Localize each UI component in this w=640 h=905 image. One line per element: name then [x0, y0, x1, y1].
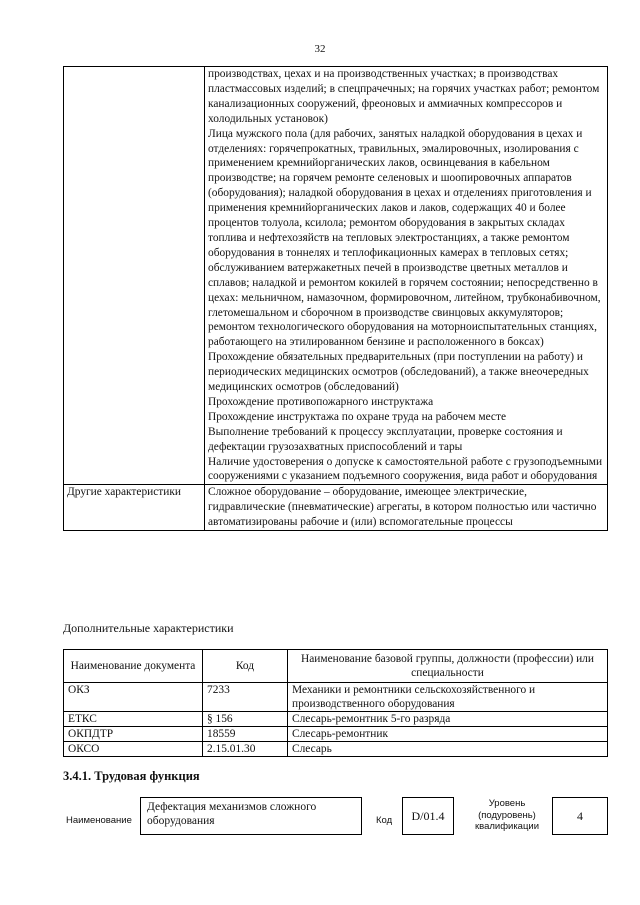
paragraph: Прохождение инструктажа по охране труда на рабочем месте: [208, 410, 507, 423]
table-header-row: [64, 650, 608, 683]
cell: Слесарь-ремонтник: [288, 727, 608, 742]
cell: 7233: [203, 683, 288, 712]
code-label: Код: [376, 815, 393, 826]
function-name-box: Дефектация механизмов сложного оборудования: [140, 797, 362, 835]
cell: ЕТКС: [64, 712, 203, 727]
cell: Слесарь: [288, 742, 608, 757]
name-label: Наименование: [66, 815, 132, 826]
characteristics-table: [63, 66, 608, 531]
row-content: [205, 67, 608, 485]
table-row: [64, 67, 608, 485]
table-row: [64, 742, 608, 757]
table-row: [64, 727, 608, 742]
header-cell: Наименование документа: [64, 650, 203, 683]
additional-table: [63, 649, 608, 757]
paragraph: Лица мужского пола (для рабочих, занятых наладкой оборудования в цехах и отделениях: горячепрокатных, травильных, эмалировочных, изолирования с применением кремнийорганических лаков, освинцевания в кабельном производстве; на горячем ремонте селеновых и шоопировочных аппаратов (оборудования); наладкой оборудования в цехах и отделениях приготовления и применения кремнийорганических лаков и лаков, содержащих 40 и более процентов толуола, ксилола; ремонтом оборудования в закрытых складах топлива и нефтехозяйств на тепловых электростанциях, а также ремонтом оборудования в тоннелях и теплофикационных камерах в тепловых сетях; обслуживанием ватержакетных печей в производстве цветных металлов и сплавов; наладкой и ремонтом кокилей в горячем состоянии; непосредственно в цехах: мельничном, намазочном, формировочном, литейном, трубконабивочном, глетомешальном и сборочном в производстве свинцовых аккумуляторов; ремонтом технологического оборудования на моторноиспытательных станциях, работающего на этилированном бензине и расположенного в боксах): [208, 127, 601, 349]
paragraph: Выполнение требований к процессу эксплуатации, проверке состояния и дефектации грузозахватных приспособлений и тары: [208, 425, 563, 453]
table-row: [64, 683, 608, 712]
cell: 18559: [203, 727, 288, 742]
header-cell: Код: [203, 650, 288, 683]
paragraph: Прохождение обязательных предварительных (при поступлении на работу) и периодических медицинских осмотров (обследований), а также внеочередных медицинских осмотров (обследований): [208, 351, 589, 394]
function-code-box: D/01.4: [402, 797, 454, 835]
cell: § 156: [203, 712, 288, 727]
cell: ОКЗ: [64, 683, 203, 712]
cell: Механики и ремонтники сельскохозяйственного и производственного оборудования: [288, 683, 608, 712]
cell: 2.15.01.30: [203, 742, 288, 757]
additional-title: Дополнительные характеристики: [63, 621, 234, 635]
cell: Слесарь-ремонтник 5-го разряда: [288, 712, 608, 727]
table-row: [64, 485, 608, 531]
page-number: 32: [314, 43, 326, 55]
row-label: Другие характеристики: [64, 485, 205, 531]
cell: ОКПДТР: [64, 727, 203, 742]
level-label: Уровень (подуровень) квалификации: [474, 798, 540, 832]
table-row: [64, 712, 608, 727]
row-content: Сложное оборудование – оборудование, имеющее электрические, гидравлические (пневматические) агрегаты, в котором полностью или частично автоматизированы рабочие и (или) вспомогательные процессы: [205, 485, 608, 531]
section-title: 3.4.1. Трудовая функция: [63, 769, 200, 783]
paragraph: производствах, цехах и на производственных участках; в производствах пластмассовых изделий; в спецпрачечных; на горячих участках работ; ремонтом канализационных сооружений, фреоновых и аммиачных компрессоров и холодильных установок): [208, 68, 600, 125]
header-cell: Наименование базовой группы, должности (профессии) или специальности: [288, 650, 608, 683]
paragraph: Прохождение противопожарного инструктажа: [208, 395, 434, 408]
row-label: [64, 67, 205, 485]
qualification-level-box: 4: [552, 797, 608, 835]
paragraph: Наличие удостоверения о допуске к самостоятельной работе с грузоподъемными сооружениями с указанием подъемного сооружения, вида работ и оборудования: [208, 455, 603, 483]
cell: ОКСО: [64, 742, 203, 757]
